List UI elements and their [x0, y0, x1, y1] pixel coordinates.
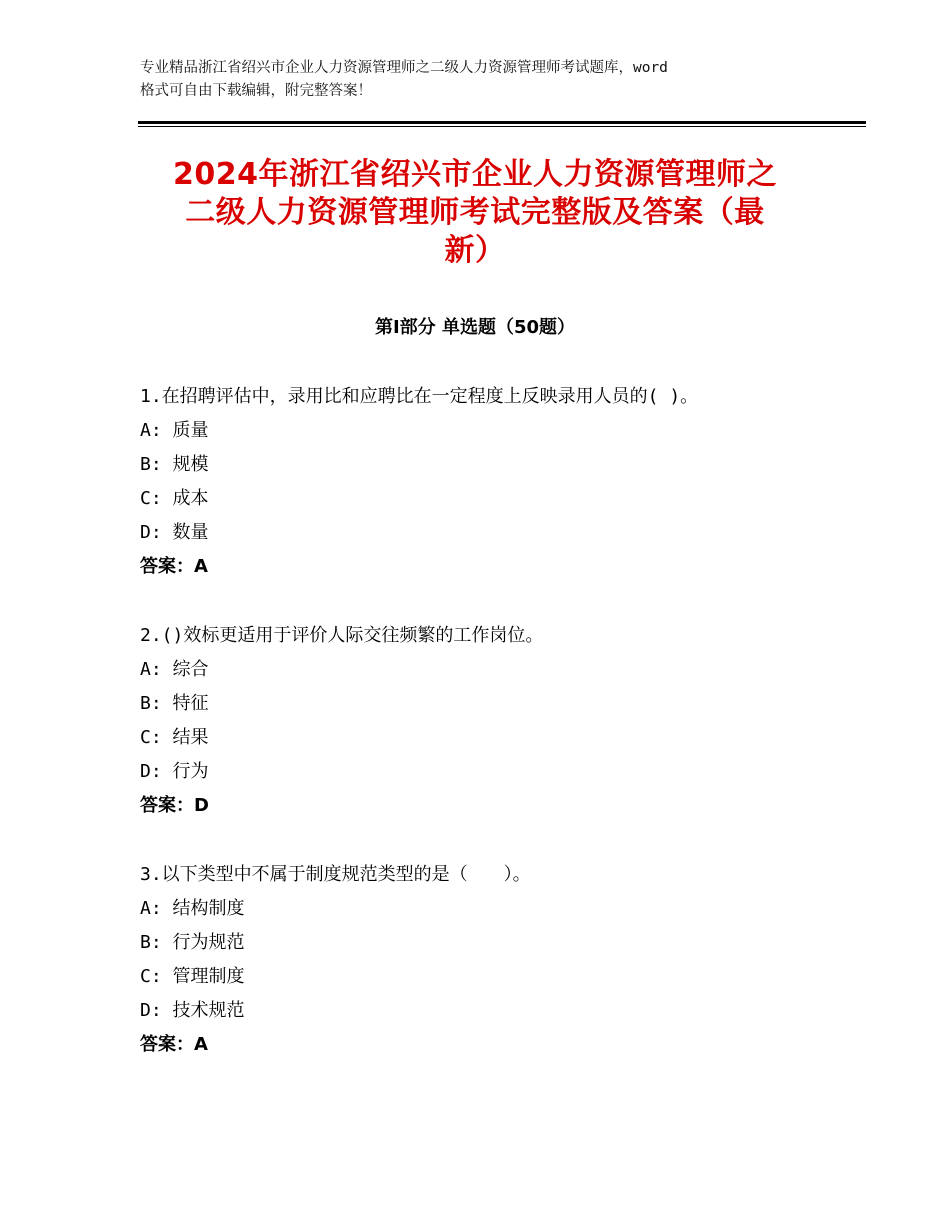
title-line-1: 2024年浙江省绍兴市企业人力资源管理师之 [173, 157, 777, 192]
header-note-line-2: 格式可自由下载编辑，附完整答案！ [140, 83, 372, 99]
option-b: B: 规模 [140, 454, 209, 475]
option-d: D: 行为 [140, 761, 209, 782]
option-a: A: 综合 [140, 659, 209, 680]
header-note-line-1: 专业精品浙江省绍兴市企业人力资源管理师之二级人力资源管理师考试题库，word [140, 60, 668, 76]
answer-line: 答案：D [140, 795, 209, 816]
question-item [140, 384, 860, 588]
option-d: D: 技术规范 [140, 1000, 245, 1021]
question-stem: 2.()效标更适用于评价人际交往频繁的工作岗位。 [140, 625, 544, 646]
question-stem: 1.在招聘评估中，录用比和应聘比在一定程度上反映录用人员的( )。 [140, 386, 699, 407]
answer-line: 答案：A [140, 556, 208, 577]
section-heading: 第Ⅰ部分 单选题（50题） [374, 317, 575, 338]
header-divider-thick [138, 121, 866, 124]
option-b: B: 特征 [140, 693, 209, 714]
title-line-2: 二级人力资源管理师考试完整版及答案（最 [185, 195, 765, 230]
question-item [140, 862, 860, 1066]
option-a: A: 质量 [140, 420, 209, 441]
option-c: C: 管理制度 [140, 966, 245, 987]
question-stem: 3.以下类型中不属于制度规范类型的是（ ）。 [140, 864, 531, 885]
header-divider-thin [138, 126, 866, 127]
option-b: B: 行为规范 [140, 932, 245, 953]
document-title [138, 156, 812, 270]
document-header-note [140, 57, 830, 103]
answer-line: 答案：A [140, 1034, 208, 1055]
option-a: A: 结构制度 [140, 898, 245, 919]
option-d: D: 数量 [140, 522, 209, 543]
title-line-3: 新） [444, 233, 506, 268]
question-item [140, 623, 860, 827]
option-c: C: 成本 [140, 488, 209, 509]
option-c: C: 结果 [140, 727, 209, 748]
